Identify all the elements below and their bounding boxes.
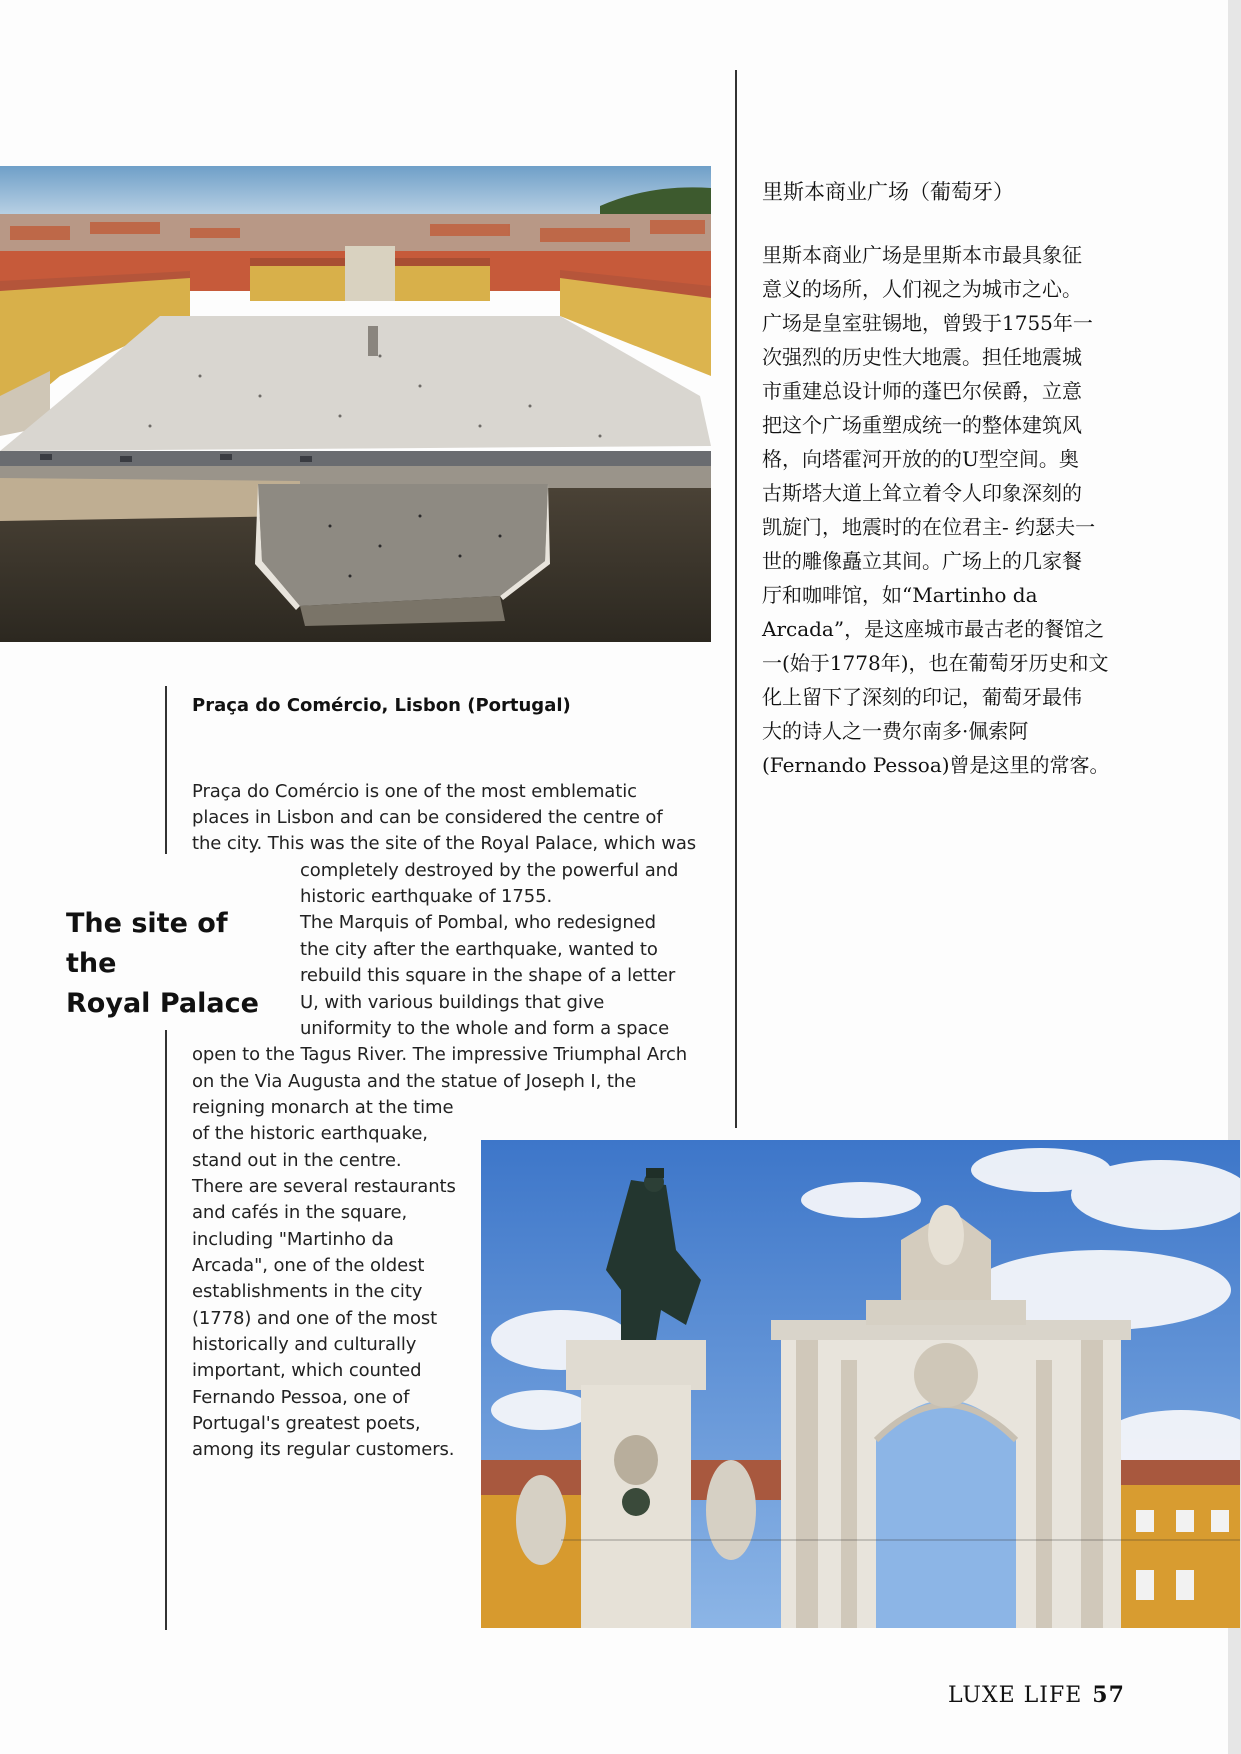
center-vertical-rule: [735, 70, 737, 1128]
chinese-body-line: 厅和咖啡馆，如“Martinho da: [762, 583, 1038, 607]
english-body-line: and cafés in the square,: [192, 1202, 408, 1223]
chinese-body-line: 世的雕像矗立其间。广场上的几家餐: [762, 549, 1082, 573]
page-number: 57: [1092, 1682, 1125, 1708]
chinese-title: 里斯本商业广场（葡萄牙）: [762, 180, 1014, 204]
english-body-line: places in Lisbon and can be considered the centre of: [192, 807, 663, 828]
english-body-line: on the Via Augusta and the statue of Joseph I, the: [192, 1071, 637, 1092]
chinese-body-line: 古斯塔大道上耸立着令人印象深刻的: [762, 481, 1082, 505]
english-body-line: Arcada", one of the oldest: [192, 1255, 425, 1276]
english-body-line: the city after the earthquake, wanted to: [300, 939, 658, 960]
side-heading-line-1: The site of the: [66, 908, 228, 979]
side-heading: [66, 904, 286, 1024]
chinese-body-line: 把这个广场重塑成统一的整体建筑风: [762, 413, 1082, 437]
chinese-body-line: 市重建总设计师的蓬巴尔侯爵，立意: [762, 379, 1082, 403]
english-body-line: rebuild this square in the shape of a letter: [300, 965, 676, 986]
top-aerial-photo: [0, 166, 711, 642]
english-body-line: uniformity to the whole and form a space: [300, 1018, 670, 1039]
english-body-line: stand out in the centre.: [192, 1150, 402, 1171]
chinese-body-line: Arcada”，是这座城市最古老的餐馆之: [762, 617, 1105, 641]
english-body-line: historic earthquake of 1755.: [300, 886, 553, 907]
chinese-body-line: 凯旋门，地震时的在位君主- 约瑟夫一: [762, 515, 1096, 539]
english-body-line: open to the Tagus River. The impressive Triumphal Arch: [192, 1044, 688, 1065]
photo-caption-title: Praça do Comércio, Lisbon (Portugal): [192, 695, 571, 716]
bottom-arch-statue-photo: [481, 1140, 1240, 1628]
page-footer: [948, 1682, 1188, 1708]
english-body-line: historically and culturally: [192, 1334, 417, 1355]
english-body-line: important, which counted: [192, 1360, 422, 1381]
english-body-line: U, with various buildings that give: [300, 992, 605, 1013]
english-body-line: Praça do Comércio is one of the most emblematic: [192, 781, 637, 802]
left-vertical-rule-top: [165, 686, 167, 854]
side-heading-line-2: Royal Palace: [66, 988, 259, 1019]
chinese-body-line: 广场是皇室驻锡地，曾毁于1755年一: [762, 311, 1093, 335]
english-body-line: Portugal's greatest poets,: [192, 1413, 421, 1434]
english-body-line: The Marquis of Pombal, who redesigned: [300, 912, 656, 933]
english-body-line: of the historic earthquake,: [192, 1123, 428, 1144]
english-body-line: among its regular customers.: [192, 1439, 455, 1460]
english-body-line: completely destroyed by the powerful and: [300, 860, 679, 881]
english-body-line: the city. This was the site of the Royal Palace, which was: [192, 833, 697, 854]
english-body-line: including "Martinho da: [192, 1229, 394, 1250]
chinese-body-line: 大的诗人之一费尔南多·佩索阿: [762, 719, 1029, 743]
chinese-body-line: 一(始于1778年)，也在葡萄牙历史和文: [762, 651, 1109, 675]
magazine-name: LUXE LIFE: [948, 1683, 1083, 1708]
chinese-body-line: (Fernando Pessoa)曾是这里的常客。: [762, 753, 1110, 777]
english-body-line: reigning monarch at the time: [192, 1097, 454, 1118]
english-body-line: (1778) and one of the most: [192, 1308, 438, 1329]
english-body-line: There are several restaurants: [192, 1176, 456, 1197]
left-vertical-rule-bottom: [165, 1030, 167, 1630]
chinese-body-line: 意义的场所，人们视之为城市之心。: [762, 277, 1082, 301]
chinese-body-line: 里斯本商业广场是里斯本市最具象征: [762, 243, 1082, 267]
chinese-body-line: 格，向塔霍河开放的的U型空间。奥: [762, 447, 1079, 471]
english-body-line: Fernando Pessoa, one of: [192, 1387, 410, 1408]
chinese-body-line: 次强烈的历史性大地震。担任地震城: [762, 345, 1082, 369]
english-body-line: establishments in the city: [192, 1281, 423, 1302]
chinese-body-line: 化上留下了深刻的印记，葡萄牙最伟: [762, 685, 1082, 709]
